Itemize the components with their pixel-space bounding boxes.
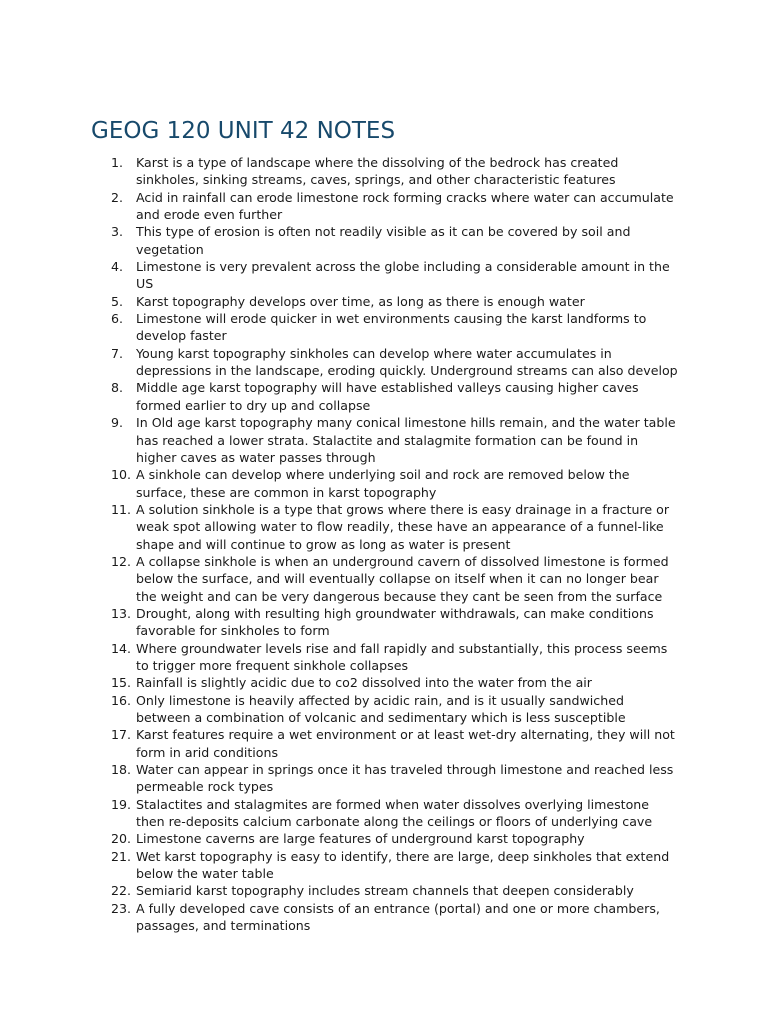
note-number: 15. xyxy=(111,675,132,691)
note-text: Semiarid karst topography includes stream channels that deepen considerably xyxy=(136,883,634,899)
note-number: 10. xyxy=(111,467,132,483)
note-text: Rainfall is slightly acidic due to co2 dissolved into the water from the air xyxy=(136,675,592,691)
note-item xyxy=(111,726,681,761)
note-number: 2. xyxy=(111,189,124,205)
note-item xyxy=(111,223,681,258)
note-item xyxy=(111,310,681,345)
note-number: 23. xyxy=(111,900,132,916)
note-item xyxy=(111,414,681,466)
note-number: 18. xyxy=(111,762,132,778)
note-text: Acid in rainfall can erode limestone rock forming cracks where water can accumulate and erode even further xyxy=(136,189,674,223)
note-text: Stalactites and stalagmites are formed when water dissolves overlying limestone then re-deposits calcium carbonate along the ceilings or floors of underlying cave xyxy=(136,796,653,830)
note-number: 17. xyxy=(111,727,132,743)
note-number: 16. xyxy=(111,692,132,708)
note-number: 3. xyxy=(111,224,124,240)
note-text: Karst is a type of landscape where the dissolving of the bedrock has created sinkholes, sinking streams, caves, springs, and other characteristic features xyxy=(136,155,619,188)
note-text: Young karst topography sinkholes can develop where water accumulates in depressions in the landscape, eroding quickly. Underground streams can also develop xyxy=(136,345,678,379)
note-number: 5. xyxy=(111,293,124,309)
note-item xyxy=(111,553,681,605)
note-number: 19. xyxy=(111,796,132,812)
note-item xyxy=(111,640,681,675)
note-text: A solution sinkhole is a type that grows where there is easy drainage in a fracture or weak spot allowing water to flow readily, these have an appearance of a funnel-like shape and will continue to grow as long as water is present xyxy=(136,501,670,552)
note-item xyxy=(111,674,681,691)
note-text: Limestone will erode quicker in wet environments causing the karst landforms to develop faster xyxy=(136,311,647,344)
note-text: Only limestone is heavily affected by acidic rain, and is it usually sandwiched between a combination of volcanic and sedimentary which is less susceptible xyxy=(136,692,626,725)
note-item xyxy=(111,761,681,796)
note-number: 7. xyxy=(111,345,124,361)
note-item xyxy=(111,258,681,293)
note-number: 9. xyxy=(111,415,124,431)
note-number: 13. xyxy=(111,605,132,621)
page-title: GEOG 120 UNIT 42 NOTES xyxy=(91,118,396,144)
note-text: Where groundwater levels rise and fall rapidly and substantially, this process seems to trigger more frequent sinkhole collapses xyxy=(136,640,668,673)
note-text: Karst topography develops over time, as long as there is enough water xyxy=(136,293,585,309)
note-text: A collapse sinkhole is when an underground cavern of dissolved limestone is formed below the surface, and will eventually collapse on itself when it can no longer bear the weight and can be very dangerous because they cant be seen from the surface xyxy=(136,553,669,604)
note-number: 22. xyxy=(111,883,132,899)
note-item xyxy=(111,189,681,224)
note-number: 21. xyxy=(111,848,132,864)
note-item xyxy=(111,900,681,935)
note-number: 1. xyxy=(111,155,124,170)
note-text: A sinkhole can develop where underlying soil and rock are removed below the surface, these are common in karst topography xyxy=(136,467,630,500)
note-item xyxy=(111,882,681,899)
note-text: This type of erosion is often not readily visible as it can be covered by soil and vegetation xyxy=(136,224,631,257)
note-text: A fully developed cave consists of an entrance (portal) and one or more chambers, passages, and terminations xyxy=(136,900,660,934)
note-item xyxy=(111,605,681,640)
note-item xyxy=(111,692,681,727)
note-text: Drought, along with resulting high groundwater withdrawals, can make conditions favorable for sinkholes to form xyxy=(136,605,654,639)
note-number: 12. xyxy=(111,553,132,569)
note-item xyxy=(111,345,681,380)
note-text: Middle age karst topography will have established valleys causing higher caves formed earlier to dry up and collapse xyxy=(136,380,639,413)
note-item xyxy=(111,796,681,831)
note-item xyxy=(111,154,681,189)
note-text: Limestone caverns are large features of underground karst topography xyxy=(136,831,585,847)
note-text: In Old age karst topography many conical limestone hills remain, and the water table has reached a lower strata. Stalactite and stalagmite formation can be found in higher caves as water passes through xyxy=(136,415,676,465)
note-number: 11. xyxy=(111,501,132,517)
note-text: Karst features require a wet environment or at least wet-dry alternating, they will not form in arid conditions xyxy=(136,727,675,760)
note-number: 4. xyxy=(111,259,124,275)
note-item xyxy=(111,830,681,847)
note-item xyxy=(111,848,681,883)
note-text: Wet karst topography is easy to identify, there are large, deep sinkholes that extend below the water table xyxy=(136,848,670,882)
note-text: Water can appear in springs once it has traveled through limestone and reached less permeable rock types xyxy=(136,762,674,795)
note-number: 8. xyxy=(111,380,124,396)
note-item xyxy=(111,501,681,553)
note-number: 20. xyxy=(111,831,132,847)
note-text: Limestone is very prevalent across the globe including a considerable amount in the US xyxy=(136,259,670,292)
note-item xyxy=(111,379,681,414)
note-number: 6. xyxy=(111,311,124,327)
note-item xyxy=(111,466,681,501)
note-number: 14. xyxy=(111,640,132,656)
notes-list xyxy=(111,154,681,934)
note-item xyxy=(111,293,681,310)
